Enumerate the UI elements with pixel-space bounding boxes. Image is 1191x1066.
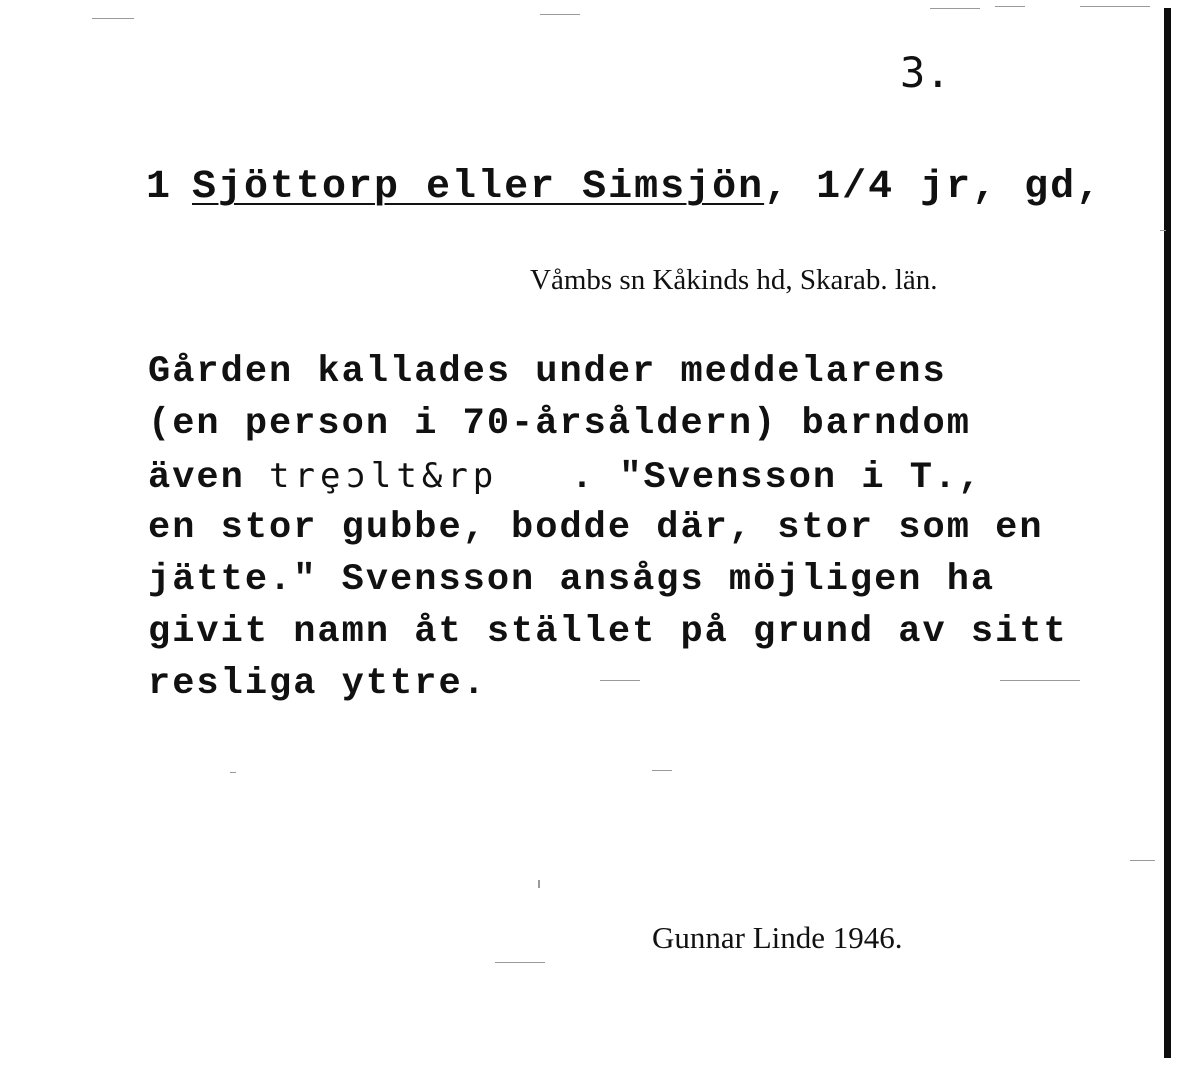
record-line: [148, 450, 1158, 502]
scan-speck: [230, 772, 236, 773]
scan-speck: [930, 8, 980, 9]
place-name: Sjöttorp eller Simsjön: [192, 165, 765, 210]
record-text: [148, 346, 1158, 710]
scan-speck: [92, 18, 134, 19]
handwritten-phonetic-name: trȩɔlt&rp: [269, 456, 499, 496]
scan-speck: [540, 14, 580, 15]
signature-stamp: Gunnar Linde 1946.: [652, 920, 903, 955]
entry-number: 1: [146, 165, 173, 210]
scan-speck: [1160, 230, 1166, 231]
scan-speck: [995, 6, 1025, 7]
record-line-start: även: [148, 457, 270, 499]
card-edge-shadow: [1164, 8, 1171, 1058]
place-details: , 1/4 jr, gd,: [764, 165, 1103, 210]
scan-speck: [1080, 6, 1150, 7]
record-line: resliga yttre.: [148, 663, 487, 705]
page-number: 3.: [900, 48, 951, 97]
scan-speck: [652, 770, 672, 771]
record-line: en stor gubbe, bodde där, stor som en: [148, 507, 1044, 549]
scan-speck: [495, 962, 545, 963]
location-stamp: Våmbs sn Kåkinds hd, Skarab. län.: [530, 264, 938, 296]
scan-speck: [538, 880, 540, 888]
record-line: jätte." Svensson ansågs möjligen ha: [148, 559, 996, 601]
place-heading: [146, 165, 1103, 210]
scan-speck: [1130, 860, 1155, 861]
record-line-end: . "Svensson i T.,: [498, 457, 983, 499]
record-line: (en person i 70-årsåldern) barndom: [148, 403, 971, 445]
record-line: givit namn åt stället på grund av sitt: [148, 611, 1068, 653]
record-line: Gården kallades under meddelarens: [148, 351, 947, 393]
